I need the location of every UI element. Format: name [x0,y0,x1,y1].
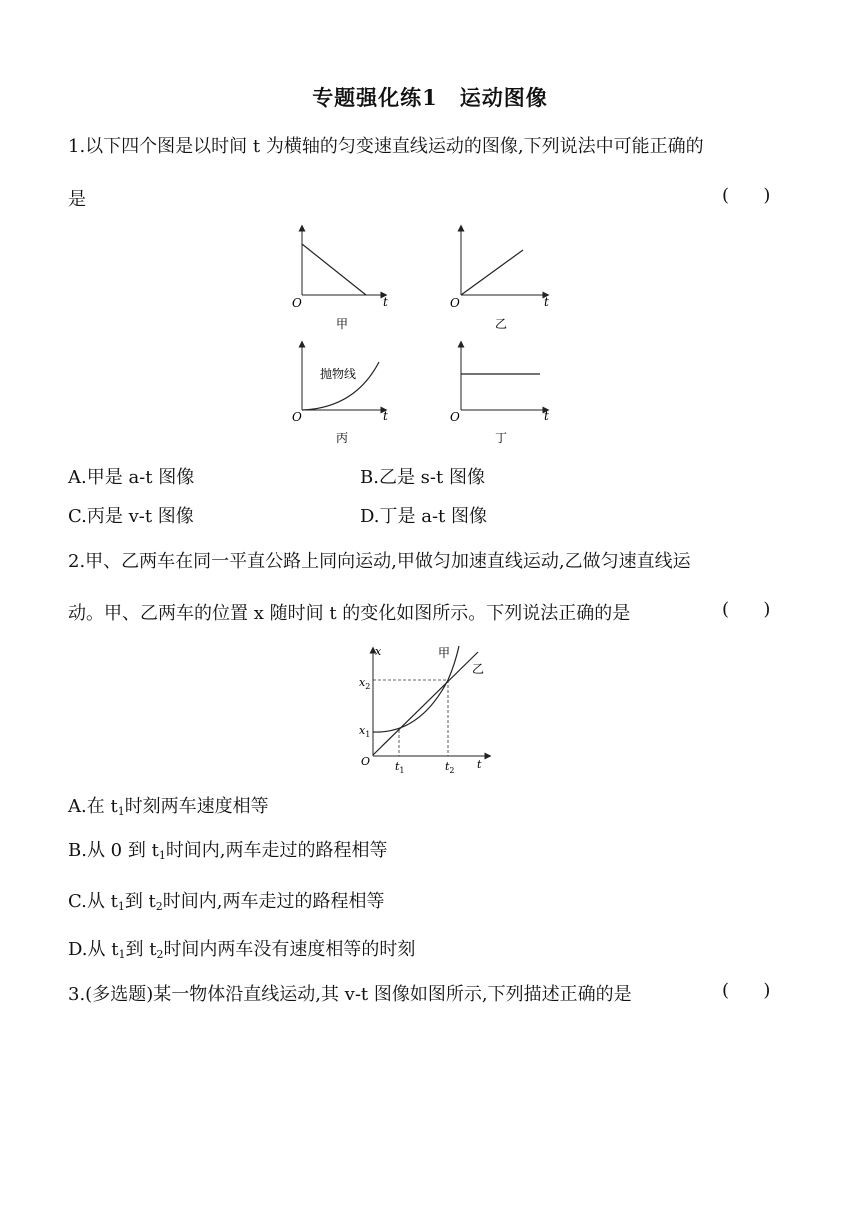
caption-yi: 乙 [495,317,508,331]
graph-bing [292,344,388,445]
page-title: 专题强化练1 运动图像 [312,85,548,110]
jia-origin: O [292,296,302,310]
ding-origin: O [450,410,460,424]
q2-origin: O [361,755,371,768]
graph-jia [292,228,388,331]
q2-option-b[interactable]: B.从 0 到 $t_1$时间内,两车走过的路程相等 [68,840,388,862]
yi-position-line [373,652,478,755]
q2-option-c[interactable]: C.从 $t_1$到 $t_2$时间内,两车走过的路程相等 [68,891,385,913]
caption-bing: 丙 [336,431,349,445]
bing-t-label: t [383,409,388,423]
q1-option-d[interactable]: D.丁是 a-t 图像 [360,506,488,527]
q1-option-b[interactable]: B.乙是 s-t 图像 [360,467,485,488]
x2-label: $x_2$ [359,676,371,691]
q1-option-c[interactable]: C.丙是 v-t 图像 [68,506,194,527]
jia-t-label: t [383,295,388,309]
parabola-label: 抛物线 [320,367,357,381]
q1-stem-line2: 是 [68,189,86,210]
x1-label: $x_1$ [359,724,371,739]
q2-y-axis-label: x [375,645,382,658]
q2-stem-line2: 动。甲、乙两车的位置 x 随时间 t 的变化如图所示。下列说法正确的是 [68,603,631,624]
graph-ding [450,344,549,445]
q2-stem-line1: 2.甲、乙两车在同一平直公路上同向运动,甲做匀加速直线运动,乙做匀速直线运 [68,551,691,572]
caption-jia: 甲 [336,317,349,331]
q2-label-yi: 乙 [472,662,485,676]
t1-label: $t_1$ [395,760,405,775]
q2-figure [350,640,500,780]
jia-line [302,244,366,295]
q3-answer-paren[interactable]: ( ) [722,980,771,1001]
q2-x-axis-label: t [477,758,482,771]
t2-label: $t_2$ [445,760,455,775]
q2-option-d[interactable]: D.从 $t_1$到 $t_2$时间内两车没有速度相等的时刻 [68,939,416,961]
q2-option-a[interactable]: A.在 $t_1$时刻两车速度相等 [68,796,269,818]
q3-stem: 3.(多选题)某一物体沿直线运动,其 v-t 图像如图所示,下列描述正确的是 [68,984,632,1005]
q1-option-a[interactable]: A.甲是 a-t 图像 [68,467,195,488]
q1-stem-line1: 1.以下四个图是以时间 t 为横轴的匀变速直线运动的图像,下列说法中可能正确的 [68,136,704,157]
q1-figure [280,222,570,450]
q1-answer-paren[interactable]: ( ) [722,185,771,206]
yi-line [461,250,523,295]
yi-origin: O [450,296,460,310]
bing-origin: O [292,410,302,424]
ding-t-label: t [544,409,549,423]
q2-answer-paren[interactable]: ( ) [722,599,771,620]
caption-ding: 丁 [495,431,508,445]
q2-label-jia: 甲 [438,646,451,660]
yi-t-label: t [544,295,549,309]
graph-yi [450,228,549,331]
